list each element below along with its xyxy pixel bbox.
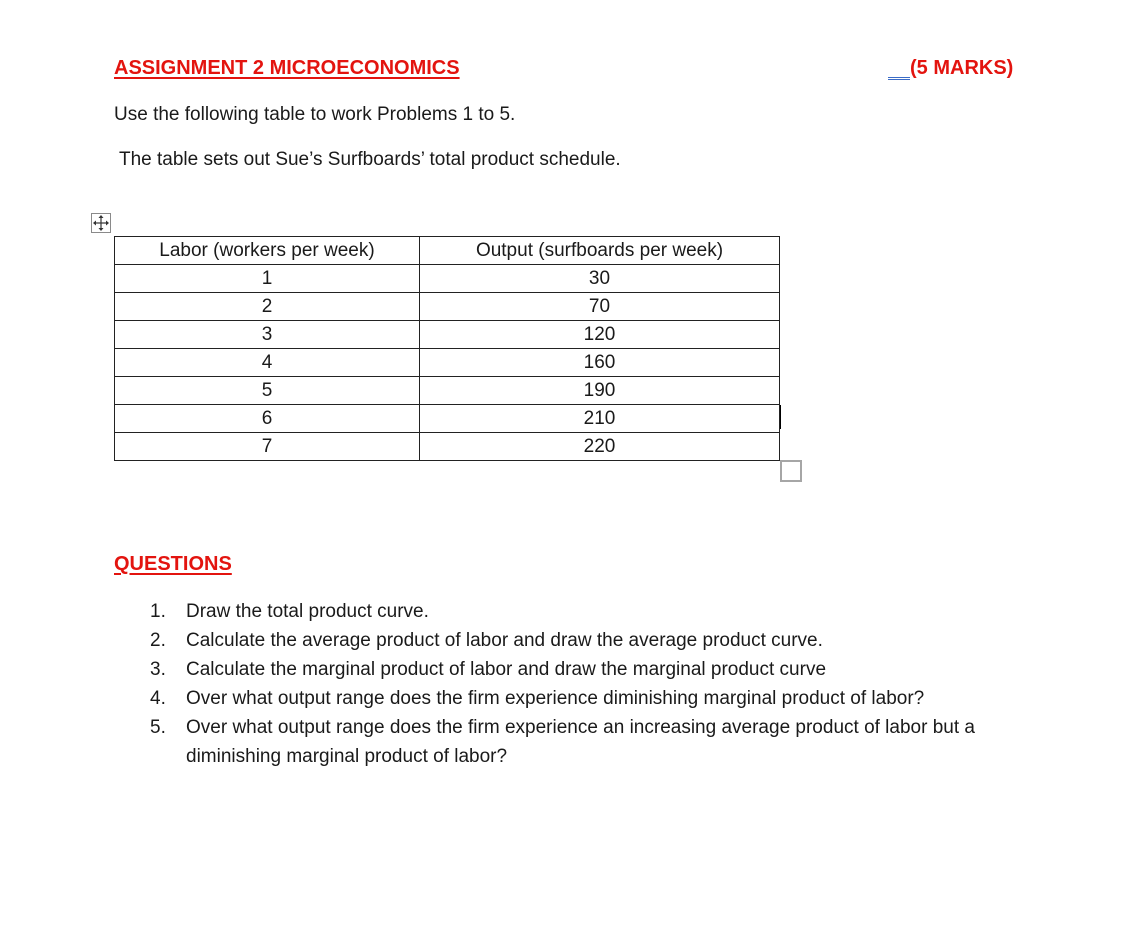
output-cell: 30 xyxy=(420,265,780,293)
labor-cell: 5 xyxy=(115,377,420,405)
question-text: Draw the total product curve. xyxy=(186,601,429,622)
output-cell: 120 xyxy=(420,321,780,349)
labor-cell: 1 xyxy=(115,265,420,293)
table-row xyxy=(115,405,780,433)
marks-container xyxy=(888,57,1013,80)
labor-cell: 2 xyxy=(115,293,420,321)
output-cell: 210 xyxy=(420,405,780,433)
text-cursor xyxy=(780,405,781,429)
list-item xyxy=(150,684,1050,713)
question-text: Calculate the marginal product of labor and draw the marginal product curve xyxy=(186,659,827,680)
list-item xyxy=(150,713,1050,771)
column-header-output: Output (surfboards per week) xyxy=(420,237,780,265)
move-arrows-icon[interactable] xyxy=(91,213,111,233)
question-number: 4. xyxy=(150,688,166,709)
output-cell: 70 xyxy=(420,293,780,321)
output-cell: 220 xyxy=(420,433,780,461)
list-item xyxy=(150,655,1050,684)
table-row xyxy=(115,433,780,461)
column-header-labor: Labor (workers per week) xyxy=(115,237,420,265)
labor-cell: 6 xyxy=(115,405,420,433)
intro-description: The table sets out Sue’s Surfboards’ total product schedule. xyxy=(119,149,621,170)
question-text: Over what output range does the firm experience an increasing average product of labor but a diminishing marginal product of labor? xyxy=(186,717,975,767)
total-product-table xyxy=(114,236,780,461)
output-cell: 190 xyxy=(420,377,780,405)
question-number: 1. xyxy=(150,601,166,622)
marks-label: (5 MARKS) xyxy=(910,57,1014,79)
output-cell: 160 xyxy=(420,349,780,377)
question-number: 2. xyxy=(150,630,166,651)
assignment-title: ASSIGNMENT 2 MICROECONOMICS xyxy=(114,57,460,79)
table-resize-handle-icon[interactable] xyxy=(780,460,802,482)
question-number: 5. xyxy=(150,717,166,738)
marks-blank-underline xyxy=(888,57,910,80)
list-item xyxy=(150,626,1050,655)
question-text: Over what output range does the firm experience diminishing marginal product of labor? xyxy=(186,688,925,709)
labor-cell: 4 xyxy=(115,349,420,377)
table-row xyxy=(115,377,780,405)
labor-cell: 3 xyxy=(115,321,420,349)
list-item xyxy=(150,597,1050,626)
question-text: Calculate the average product of labor and draw the average product curve. xyxy=(186,630,823,651)
table-row xyxy=(115,265,780,293)
questions-heading: QUESTIONS xyxy=(114,553,232,575)
table-header-row xyxy=(115,237,780,265)
table-row xyxy=(115,349,780,377)
questions-list xyxy=(150,597,1050,771)
table-row xyxy=(115,293,780,321)
table-row xyxy=(115,321,780,349)
intro-instruction: Use the following table to work Problems 1 to 5. xyxy=(114,104,516,125)
question-number: 3. xyxy=(150,659,166,680)
move-arrows-glyph xyxy=(92,214,110,232)
labor-cell: 7 xyxy=(115,433,420,461)
